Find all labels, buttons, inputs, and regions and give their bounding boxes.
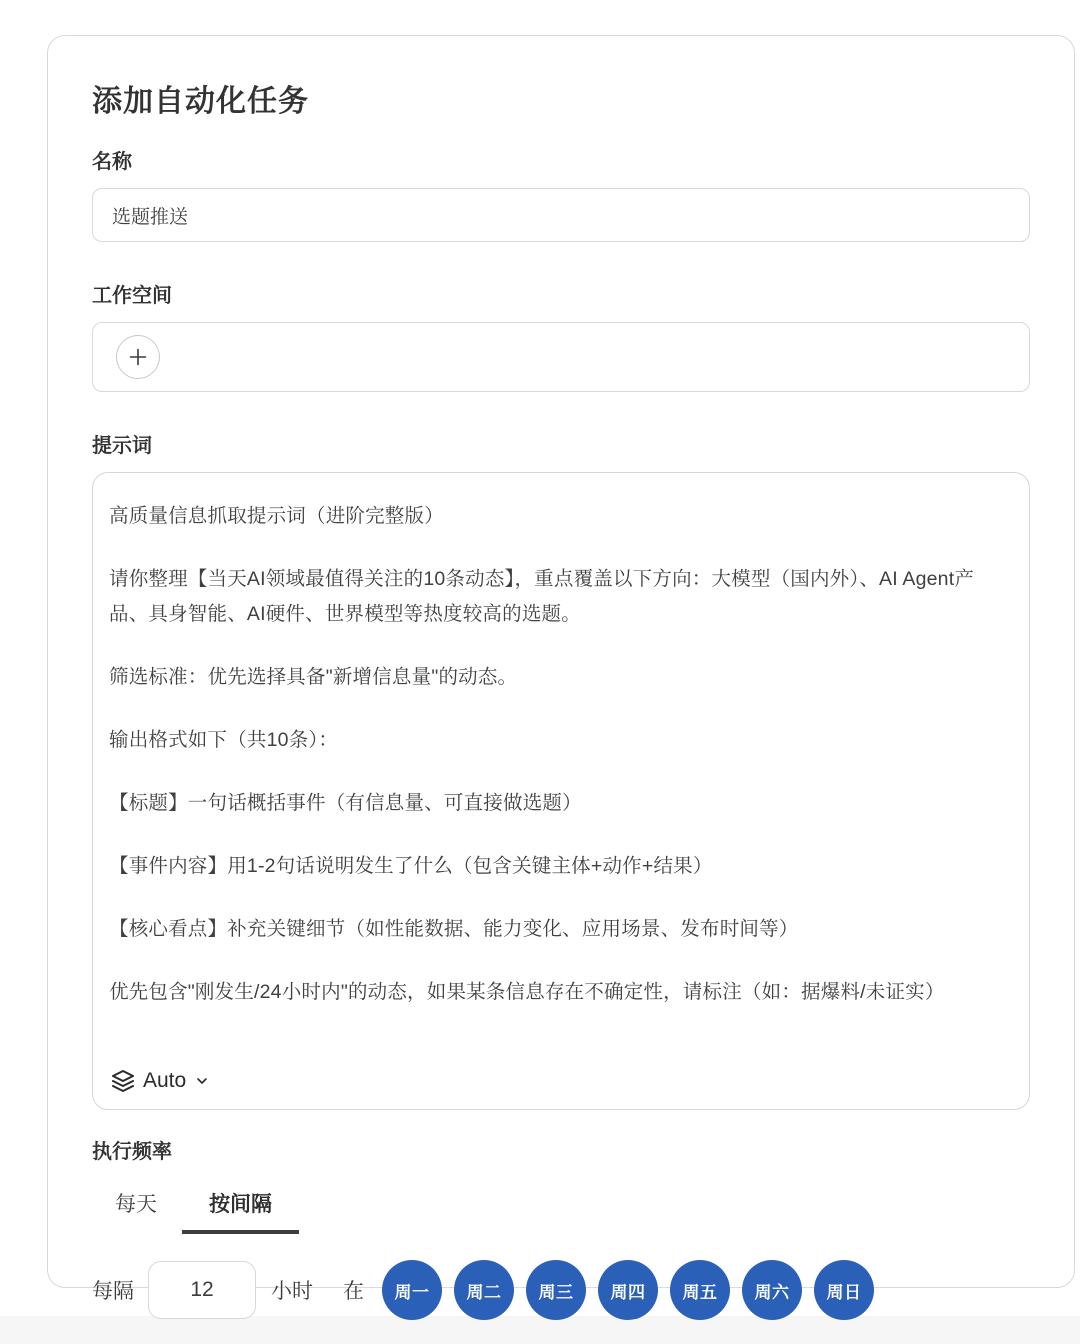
interval-every-label: 每隔 (92, 1280, 134, 1303)
frequency-field-label: 执行频率 (92, 1141, 172, 1163)
prompt-paragraph: 筛选标准：优先选择具备"新增信息量"的动态。 (109, 666, 518, 688)
workspace-picker-box (92, 322, 1030, 392)
interval-hours-input[interactable] (148, 1261, 256, 1319)
interval-at-label: 在 (343, 1280, 364, 1303)
weekday-wednesday-button[interactable]: 周三 (526, 1260, 586, 1320)
prompt-paragraph: 优先包含"刚发生/24小时内"的动态，如果某条信息存在不确定性，请标注（如：据爆料/未证实） (109, 981, 945, 1003)
frequency-tabs (115, 1188, 1030, 1234)
weekday-saturday-button[interactable]: 周六 (742, 1260, 802, 1320)
weekday-sunday-button[interactable]: 周日 (814, 1260, 874, 1320)
prompt-field-label: 提示词 (92, 435, 152, 457)
prompt-paragraph: 【事件内容】用1-2句话说明发生了什么（包含关键主体+动作+结果） (109, 855, 713, 877)
model-selector-label: Auto (143, 1069, 187, 1092)
weekday-monday-button[interactable]: 周一 (382, 1260, 442, 1320)
weekday-selector (382, 1260, 874, 1320)
name-field-label: 名称 (92, 151, 132, 173)
workspace-field-label: 工作空间 (92, 285, 172, 307)
prompt-paragraph: 输出格式如下（共10条）： (109, 729, 339, 751)
prompt-paragraph: 请你整理【当天AI领域最值得关注的10条动态】，重点覆盖以下方向：大模型（国内外）、AI Agent产品、具身智能、AI硬件、世界模型等热度较高的选题。 (109, 568, 975, 625)
dialog-title: 添加自动化任务 (92, 85, 309, 118)
add-automation-task-dialog (47, 35, 1075, 1303)
weekday-thursday-button[interactable]: 周四 (598, 1260, 658, 1320)
tab-by-interval[interactable]: 按间隔 (182, 1188, 299, 1234)
add-workspace-button[interactable] (116, 335, 160, 379)
page-background-strip (0, 1316, 1080, 1344)
tab-every-day[interactable]: 每天 (115, 1193, 157, 1216)
weekday-friday-button[interactable]: 周五 (670, 1260, 730, 1320)
plus-icon (127, 346, 149, 368)
interval-settings-row (92, 1260, 1030, 1320)
prompt-paragraph: 【核心看点】补充关键细节（如性能数据、能力变化、应用场景、发布时间等） (109, 918, 799, 940)
prompt-paragraph: 高质量信息抓取提示词（进阶完整版） (109, 505, 444, 527)
chevron-down-icon (194, 1073, 210, 1089)
prompt-paragraph: 【标题】一句话概括事件（有信息量、可直接做选题） (109, 792, 582, 814)
layers-icon (111, 1069, 135, 1093)
model-selector-dropdown[interactable] (111, 1069, 210, 1093)
task-name-input[interactable] (92, 188, 1030, 242)
weekday-tuesday-button[interactable]: 周二 (454, 1260, 514, 1320)
prompt-textarea[interactable] (92, 472, 1030, 1110)
interval-unit-label: 小时 (271, 1280, 313, 1303)
